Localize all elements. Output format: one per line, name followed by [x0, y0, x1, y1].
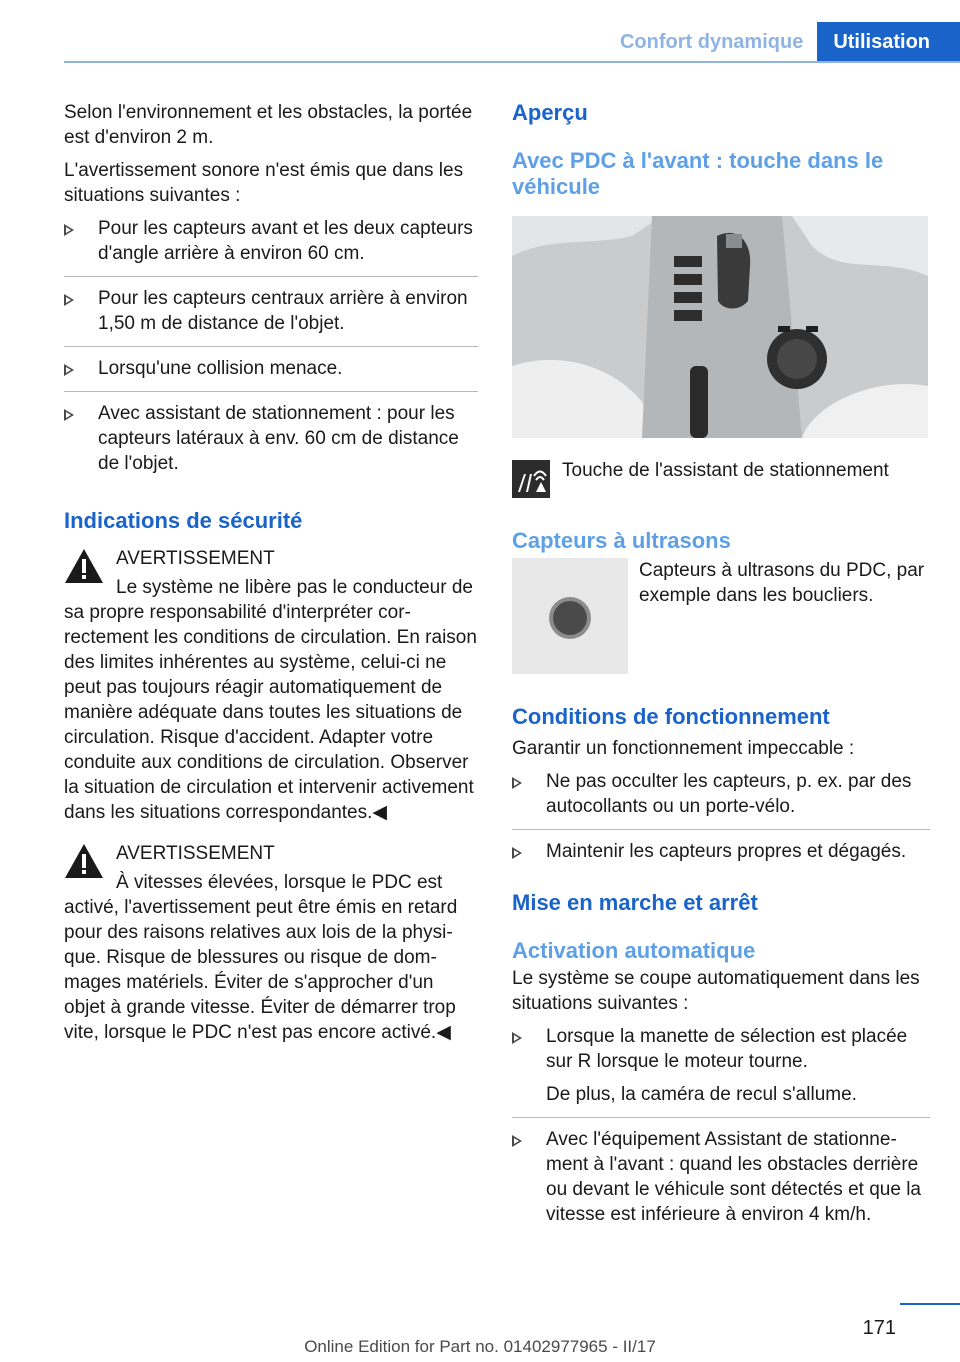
triangle-bullet-icon: [512, 1135, 522, 1147]
list-item: Maintenir les capteurs propres et dégagés.: [512, 839, 930, 874]
auto-activation-intro: Le système se coupe automatiquement dans les situations suivantes :: [512, 968, 920, 1014]
warning-triangle-icon: [64, 843, 104, 879]
warning-triangle-icon: [64, 548, 104, 584]
list-item: Avec assistant de stationnement : pour les capteurs latéraux à env. 60 cm de distance de l'objet.: [64, 401, 478, 486]
list-item: Lorsqu'une collision menace.: [64, 356, 478, 392]
warning-block-2: [64, 841, 478, 1045]
conditions-list: [512, 769, 930, 874]
ultrasonic-sensor-image: [512, 558, 628, 674]
header-tabs: [606, 22, 960, 62]
section-tab[interactable]: Confort dynamique: [606, 22, 817, 62]
edition-footer: Online Edition for Part no. 01402977965 - II/17: [304, 1337, 656, 1356]
list-item: Pour les capteurs avant et les deux capteurs d'angle arrière à environ 60 cm.: [64, 216, 478, 277]
safety-heading: Indications de sécurité: [64, 508, 303, 533]
triangle-bullet-icon: [64, 294, 74, 306]
warning-block-1: [64, 546, 478, 825]
list-item-subtext: De plus, la caméra de recul s'allume.: [546, 1084, 857, 1105]
auto-activation-heading: Activation automatique: [512, 938, 756, 963]
list-item: Avec l'équipement Assistant de stationnement à l'avant : quand les obstacles derrière ou devant le véhicule sont détectés et que la vitesse est inférieure à environ 4 km/h.: [512, 1127, 930, 1237]
warning-title: AVERTISSEMENT: [116, 843, 275, 864]
left-column: [64, 100, 478, 1053]
page-number: 171: [862, 1317, 896, 1339]
warning-text: À vitesses élevées, lorsque le PDC est activé, l'avertissement peut être émis en retard pour des raisons relatives aux lois de la physique. Risque de blessures ou risque de dommages matériels. Éviter de s'approcher d'un objet à grande vitesse. Éviter de démarrer trop vite, lorsque le PDC n'est pas encore activé.◀: [64, 872, 458, 1043]
header-rule: [64, 61, 960, 63]
button-caption: Touche de l'assistant de stationnement: [562, 460, 889, 481]
auto-activation-list: [512, 1024, 930, 1237]
center-console-illustration: [512, 216, 928, 438]
triangle-bullet-icon: [64, 364, 74, 376]
center-console-photo: [512, 216, 928, 438]
intro-paragraph: Selon l'environnement et les obstacles, la portée est d'environ 2 m.: [64, 102, 473, 148]
onoff-heading: Mise en marche et arrêt: [512, 890, 758, 915]
front-pdc-heading: Avec PDC à l'avant : touche dans le véhicule: [512, 148, 884, 199]
warning-title: AVERTISSEMENT: [116, 548, 275, 569]
sensors-description: Capteurs à ultrasons du PDC, par exemple dans les boucliers.: [639, 560, 925, 606]
warning-text: Le système ne libère pas le conducteur de sa propre responsabilité d'interpréter correctement les conditions de circulation. En raison des limites inhérentes au système, celui-ci ne peut pas toujours réagir automatiquement de manière adéquate dans toutes les situations de circulation. Risque d'accident. Adapter votre conduite aux conditions de circulation. Observer la situation de circulation et intervenir activement dans les situations correspondantes.◀: [64, 577, 477, 823]
sensor-row: [512, 558, 930, 674]
list-item: Ne pas occulter les capteurs, p. ex. par des autocollants ou un porte-vélo.: [512, 769, 930, 830]
overview-heading: Aperçu: [512, 100, 588, 125]
list-item: Pour les capteurs centraux arrière à environ 1,50 m de distance de l'objet.: [64, 286, 478, 347]
warning-sound-intro: L'avertissement sonore n'est émis que dans les situations suivantes :: [64, 160, 464, 206]
sensors-heading: Capteurs à ultrasons: [512, 528, 731, 553]
triangle-bullet-icon: [64, 409, 74, 421]
button-caption-row: [512, 458, 930, 498]
triangle-bullet-icon: [512, 1032, 522, 1044]
triangle-bullet-icon: [512, 847, 522, 859]
triangle-bullet-icon: [512, 777, 522, 789]
sound-conditions-list: [64, 216, 478, 486]
conditions-heading: Conditions de fonctionnement: [512, 704, 830, 729]
list-item: Lorsque la manette de sélection est placée sur R lorsque le moteur tourne. De plus, la caméra de recul s'allume.: [512, 1024, 930, 1118]
active-tab[interactable]: Utilisation: [817, 22, 960, 62]
conditions-intro: Garantir un fonctionnement impeccable :: [512, 738, 855, 759]
triangle-bullet-icon: [64, 224, 74, 236]
footer-rule: [900, 1303, 960, 1305]
right-column: [512, 100, 930, 1246]
parking-assistant-button-icon: [512, 460, 550, 498]
